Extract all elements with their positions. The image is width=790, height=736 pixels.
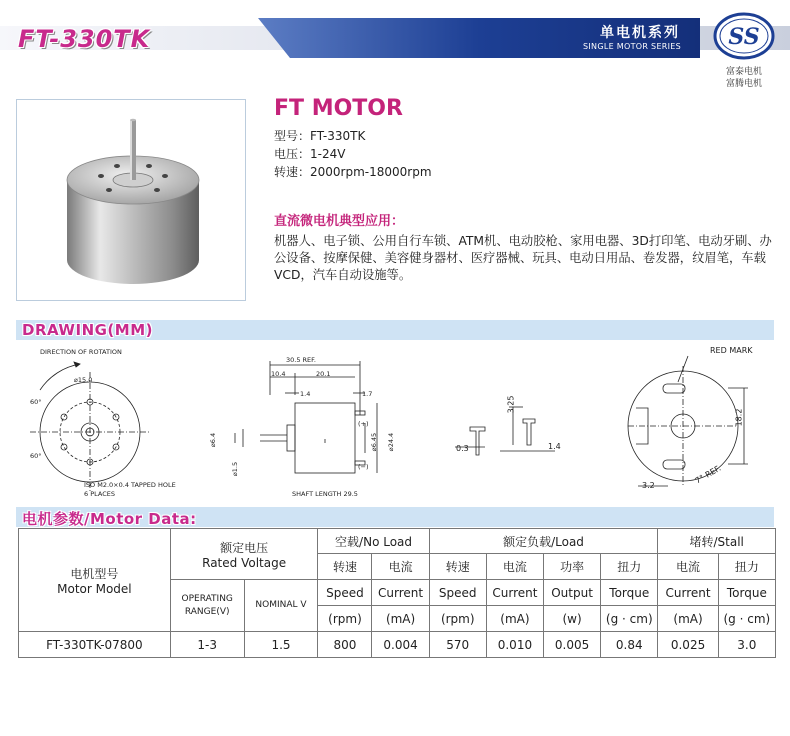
dim-325: 3.25 [506, 395, 516, 414]
applications-text: 机器人、电子锁、公用自行车锁、ATM机、电动胶枪、家用电器、3D打印笔、电动牙刷、办公设备、按摩保健、美容健身器材、医疗器械、玩具、电动日用品、卷发器，纹眉笔，车载VCD，汽车自动设施等。 [274, 234, 772, 282]
l-speed-unit: (rpm) [429, 606, 486, 632]
l-torque-cn: 扭力 [601, 554, 658, 580]
dim-d244: ⌀24.4 [387, 432, 396, 452]
s-torque-unit: (g · cm) [718, 606, 775, 632]
dim-14b: 1.4 [548, 442, 561, 451]
l-current-en: Current [486, 580, 543, 606]
nominal-header: NOMINAL V [244, 580, 318, 632]
dim-60a: 60° [30, 398, 42, 406]
nl-speed-en: Speed [318, 580, 372, 606]
front-view-drawing [20, 350, 200, 500]
nl-current-cn: 电流 [372, 554, 429, 580]
l-current-cn: 电流 [486, 554, 543, 580]
load-header: 额定负载/Load [429, 529, 658, 554]
cell-nl-speed: 800 [318, 632, 372, 658]
cell-range: 1-3 [170, 632, 244, 658]
dim-tapped: ISO M2.0×0.4 TAPPED HOLE [84, 481, 176, 489]
dim-direction: DIRECTION OF ROTATION [40, 348, 122, 356]
dim-32: 3.2 [642, 481, 655, 490]
side-view-drawing [225, 355, 405, 490]
cell-l-current: 0.010 [486, 632, 543, 658]
table-section-title: 电机参数/Motor Data: [22, 510, 197, 528]
page-title: FT-330TK [18, 25, 151, 53]
s-current-en: Current [658, 580, 718, 606]
rated-header-cn: 额定电压 [220, 540, 269, 555]
dim-minus: (−) [358, 463, 369, 471]
l-torque-unit: (g · cm) [601, 606, 658, 632]
dim-17: 1.7 [362, 390, 373, 398]
s-current-unit: (mA) [658, 606, 718, 632]
nl-current-en: Current [372, 580, 429, 606]
rated-header [170, 529, 318, 580]
cell-nl-current: 0.004 [372, 632, 429, 658]
logo-text: SS [728, 24, 760, 50]
spec-speed: 转速：2000rpm-18000rpm [274, 165, 432, 179]
nl-speed-unit: (rpm) [318, 606, 372, 632]
motor-photo [16, 99, 246, 301]
cell-l-torque: 0.84 [601, 632, 658, 658]
stall-header: 堵转/Stall [658, 529, 776, 554]
dim-d15s: ⌀1.5 [231, 461, 240, 477]
dim-plus: (+) [358, 420, 369, 428]
dim-d645: ⌀6.45 [370, 432, 379, 452]
dim-shaft: SHAFT LENGTH 29.5 [292, 490, 358, 498]
rated-header-en: Rated Voltage [202, 555, 287, 570]
model-header-en: Motor Model [57, 581, 132, 596]
s-torque-cn: 扭力 [718, 554, 775, 580]
dim-201: 20.1 [316, 370, 331, 378]
company-name-2: 富腾电机 [725, 79, 762, 89]
l-output-unit: (w) [544, 606, 601, 632]
rear-view-drawing [608, 348, 778, 498]
l-output-en: Output [544, 580, 601, 606]
cell-s-current: 0.025 [658, 632, 718, 658]
l-current-unit: (mA) [486, 606, 543, 632]
company-logo [712, 10, 776, 62]
drawing-section-title: DRAWING(MM) [22, 321, 153, 339]
cell-l-speed: 570 [429, 632, 486, 658]
l-torque-en: Torque [601, 580, 658, 606]
dim-ref305: 30.5 REF. [286, 356, 316, 364]
l-speed-cn: 转速 [429, 554, 486, 580]
dim-60b: 60° [30, 452, 42, 460]
applications-heading: 直流微电机典型应用： [274, 214, 405, 229]
nl-current-unit: (mA) [372, 606, 429, 632]
cell-l-output: 0.005 [544, 632, 601, 658]
dim-d15: ⌀15.0 [74, 376, 93, 384]
motor-data-table [18, 528, 776, 658]
table-row [19, 632, 776, 658]
op-range-header: OPERATING RANGE(V) [170, 580, 244, 632]
cell-model: FT-330TK-07800 [19, 632, 171, 658]
dim-182: 18.2 [734, 408, 744, 427]
series-label-cn: 单电机系列 [600, 25, 680, 41]
model-header [19, 529, 171, 632]
dim-d64: ⌀6.4 [209, 432, 218, 448]
model-header-cn: 电机型号 [70, 566, 119, 581]
red-mark: RED MARK [710, 346, 753, 355]
dim-7ref: 7° REF. [693, 463, 723, 486]
cell-s-torque: 3.0 [718, 632, 775, 658]
series-label-en: SINGLE MOTOR SERIES [583, 42, 682, 51]
motor-title: FT MOTOR [274, 96, 403, 121]
terminal-drawing [445, 385, 595, 475]
s-torque-en: Torque [718, 580, 775, 606]
noload-header: 空载/No Load [318, 529, 429, 554]
dim-03: 0.3 [456, 444, 469, 453]
l-speed-en: Speed [429, 580, 486, 606]
spec-model: 型号：FT-330TK [274, 129, 366, 143]
l-power-cn: 功率 [544, 554, 601, 580]
spec-voltage: 电压：1-24V [274, 147, 346, 161]
s-current-cn: 电流 [658, 554, 718, 580]
company-name-1: 富泰电机 [725, 67, 762, 77]
nl-speed-cn: 转速 [318, 554, 372, 580]
cell-nominal: 1.5 [244, 632, 318, 658]
dim-14: 1.4 [300, 390, 311, 398]
dim-104: 10.4 [271, 370, 286, 378]
dim-places: 6 PLACES [84, 490, 115, 498]
